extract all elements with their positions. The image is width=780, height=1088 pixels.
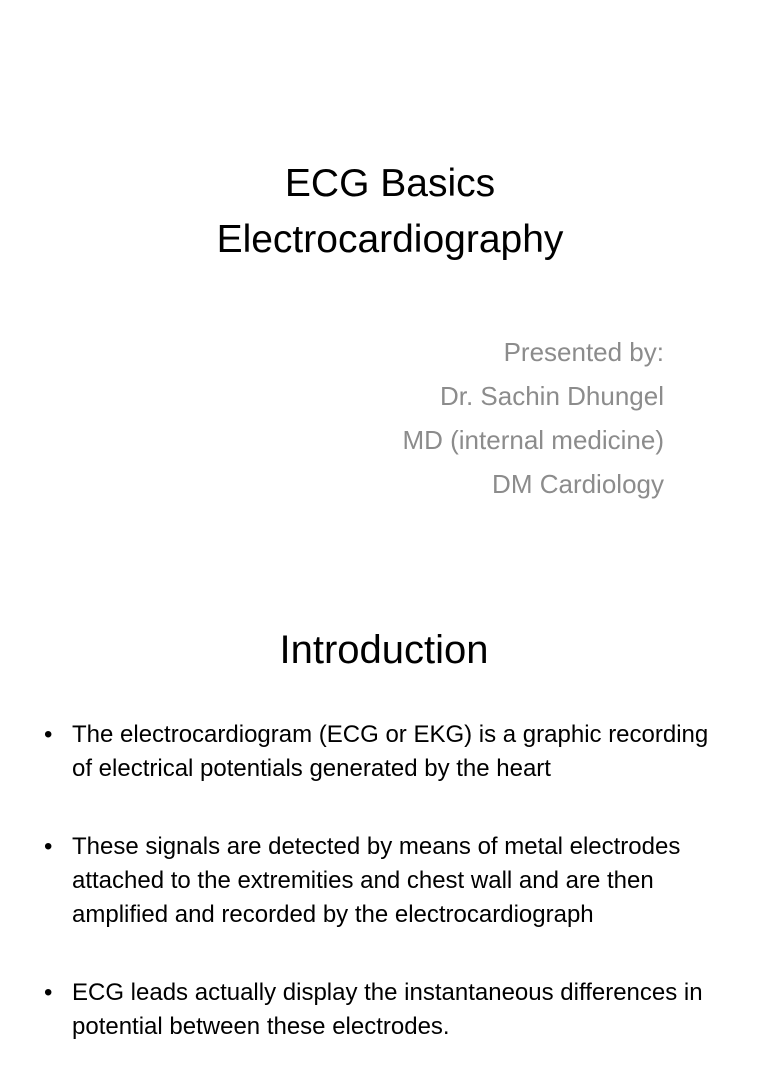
bullet-item bbox=[44, 976, 734, 1044]
presenter-info bbox=[402, 330, 664, 506]
slide-title: Introduction bbox=[279, 628, 489, 672]
bullet-icon: • bbox=[44, 721, 53, 748]
bullet-item bbox=[44, 830, 734, 932]
bullet-text: The electrocardiogram (ECG or EKG) is a graphic recording of electrical potentials generated by the heart bbox=[72, 721, 709, 782]
bullet-item bbox=[44, 718, 734, 786]
bullet-list bbox=[44, 718, 734, 1088]
presenter-name: Dr. Sachin Dhungel bbox=[439, 381, 664, 411]
bullet-text: These signals are detected by means of metal electrodes attached to the extremities and chest wall and are then amplified and recorded by the electrocardiograph bbox=[72, 833, 681, 928]
presenter-specialty: DM Cardiology bbox=[492, 469, 664, 499]
presenter-degree: MD (internal medicine) bbox=[402, 425, 664, 455]
presentation-title bbox=[0, 156, 780, 268]
bullet-icon: • bbox=[44, 979, 53, 1006]
bullet-text: ECG leads actually display the instantaneous differences in potential between these electrodes. bbox=[72, 979, 703, 1040]
introduction-slide bbox=[0, 576, 768, 1040]
bullet-icon: • bbox=[44, 833, 53, 860]
presenter-line: Presented by: bbox=[503, 337, 664, 367]
title-line-1: ECG Basics bbox=[284, 162, 496, 205]
title-line-2: Electrocardiography bbox=[216, 218, 564, 261]
